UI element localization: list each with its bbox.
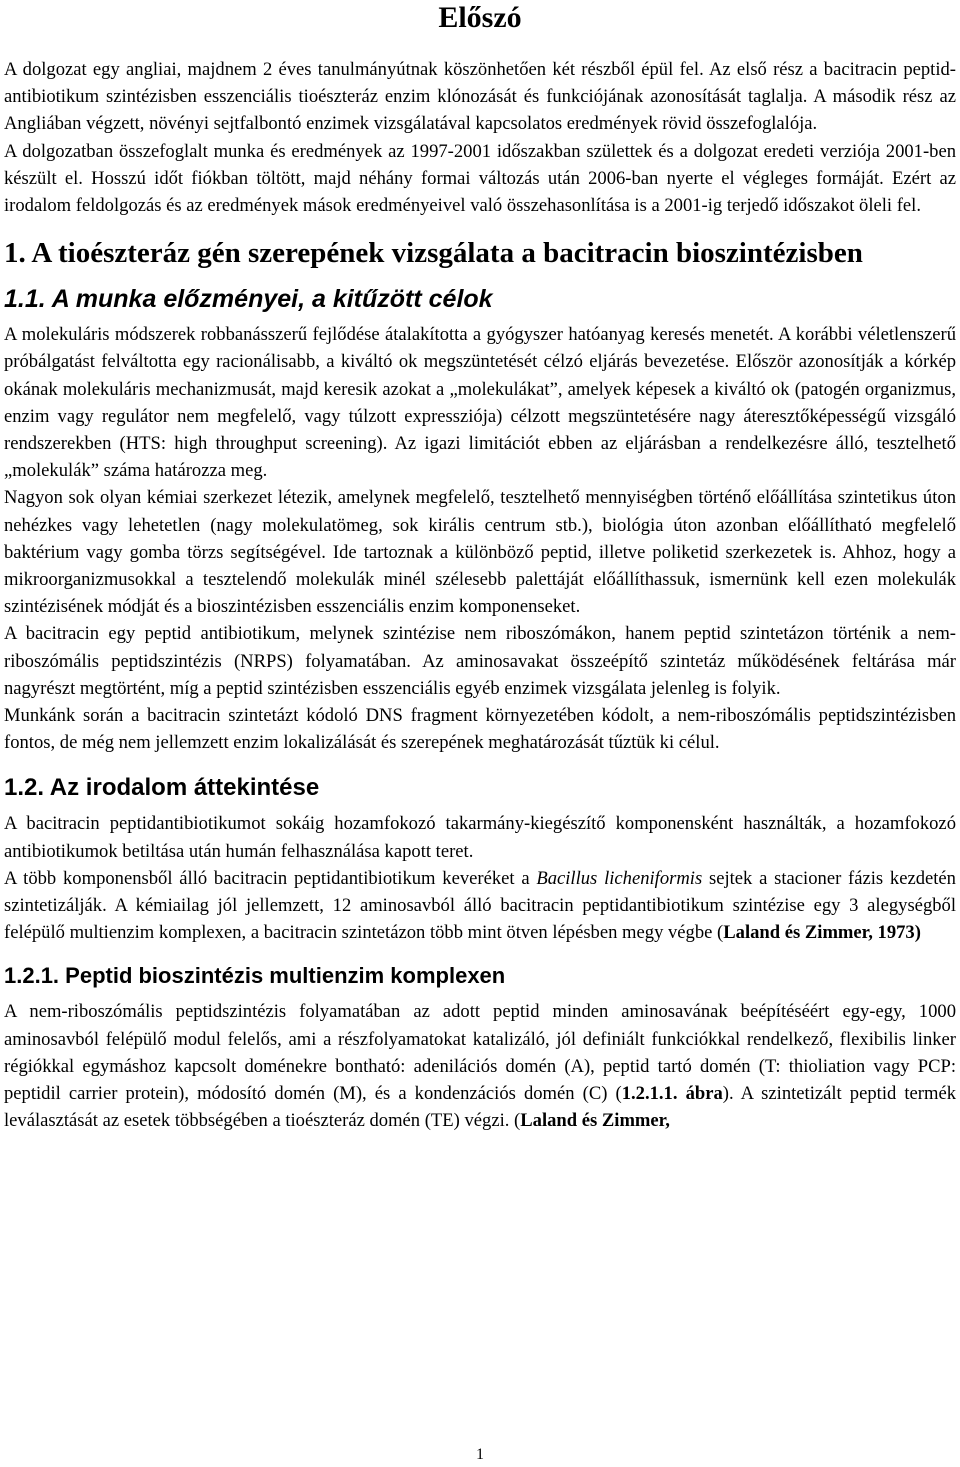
text-run: ). A szintetizált peptid termék leválasztását az esetek többségében a tioészteráz domén (TE) végzi. ( <box>4 1083 956 1132</box>
section-1-1-paragraph-4: Munkánk során a bacitracin szintetázt kódoló DNS fragment környezetében kódolt, a nem-riboszómális peptidszintézisben fontos, de még nem jellemzett enzim lokalizálását és szerepének meghatározását tűztük ki célul. <box>4 705 956 754</box>
section-1-1-paragraph-1: A molekuláris módszerek robbanásszerű fejlődése átalakította a gyógyszer hatóanyag keresés menetét. A korábbi véletlenszerű próbálgatást felváltotta egy racionálisabb, a kiváltó ok megszüntetését célzó eljárás bevezetése. Először azonosítják a kórkép okának molekuláris mechanizmusát, majd keresik azokat a „molekulákat”, amelyek képesek a kiváltó ok (patogén organizmus, enzim vagy regulátor nem megfelelő, vagy túlzott expressziója) célzott megszüntetésére nagy áteresztőképességű vizsgáló rendszerekben (HTS: high throughput screening). Az igazi limitációt ebben az eljárásban a rendelkezésre álló, tesztelhető „molekulák” száma határozza meg. <box>4 324 956 482</box>
section-1-2-paragraph-1: A bacitracin peptidantibiotikumot sokáig hozamfokozó takarmány-kiegészítő komponensként használták, a hozamfokozó antibiotikumok betiltása után humán felhasználása kapott teret. <box>4 813 956 862</box>
preface-paragraph-2: A dolgozatban összefoglalt munka és eredmények az 1997-2001 időszakban születtek és a dolgozat eredeti verziója 2001-ben készült el. Hosszú időt fiókban töltött, majd néhány formai változás után 2006-ban nyerte el végleges formáját. Ezért az irodalom feldolgozás és az eredmények mások eredményeivel való összehasonlítása is a 2001-ig terjedő időszakot öleli fel. <box>4 140 956 217</box>
section-1-1-title: 1.1. A munka előzményei, a kitűzött célok <box>4 285 493 314</box>
section-1-2-title: 1.2. Az irodalom áttekintése <box>4 774 320 802</box>
section-1-1-paragraph-3: A bacitracin egy peptid antibiotikum, melynek szintézise nem riboszómákon, hanem peptid szintetázon történik a nem-riboszómális peptidszintézis (NRPS) folyamatában. Az aminosavakat összeépítő szintetáz működésének feltárása már nagyrészt megtörtént, míg a peptid szintézisben esszenciális egyéb enzimek vizsgálata jelenleg is folyik. <box>4 623 956 699</box>
document-page <box>4 0 956 1135</box>
figure-reference: 1.2.1.1. ábra <box>621 1083 723 1105</box>
section-1-1-paragraph-2: Nagyon sok olyan kémiai szerkezet létezik, amelynek megfelelő, tesztelhető mennyiségben történő előállítása szintetikus úton nehézkes vagy lehetetlen (nagy molekulatömeg, sok királis centrum stb.), biológia úton azonban előállítható megfelelő baktérium vagy gomba törzs segítségével. Ide tartoznak a különböző peptid, illetve poliketid szerkezetek is. Ahhoz, hogy a mikroorganizmusokkal a tesztelendő molekulák minél szélesebb palettáját előállíthassuk, ismernünk kell ezen molekulák szintézisének módját és a bioszintézisben esszenciális enzim komponenseket. <box>4 487 956 618</box>
text-run: sejtek a stacioner fázis kezdetén szintetizálják. A kémiailag jól jellemzett, 12 aminosavból álló bacitracin peptidantibiotikum szintézise egy 3 alegységből felépülő multienzim komplexen, a bacitracin szintetázon több mint ötven lépésben megy végbe ( <box>4 867 956 944</box>
chapter-title: 1. A tioészteráz gén szerepének vizsgálata a bacitracin bioszintézisben <box>4 237 863 270</box>
text-run: A több komponensből álló bacitracin peptidantibiotikum keveréket a <box>4 867 537 889</box>
species-name: Bacillus licheniformis <box>536 867 703 889</box>
text-run: A nem-riboszómális peptidszintézis folyamatában az adott peptid minden aminosavának beépítéséért egy-egy, 1000 aminosavból felépülő modul felelős, ami a részfolyamatokat katalizáló, jól definiált funkciókkal rendelkező, flexibilis linker régiókkal egymáshoz kapcsolt doménekre bontható: adenilációs domén (A), peptid tartó domén (T: thioliation vagy PCP: peptidil carrier protein), módosító domén (M), és a kondenzációs domén (C) ( <box>4 1001 956 1105</box>
section-1-2-1-paragraph-1 <box>4 998 956 1134</box>
section-1-2-paragraph-2 <box>4 865 956 947</box>
page-number: 1 <box>476 1446 484 1463</box>
citation: Laland és Zimmer, <box>520 1110 670 1132</box>
section-1-2-1-title: 1.2.1. Peptid bioszintézis multienzim komplexen <box>4 963 506 989</box>
preface-paragraph-1: A dolgozat egy angliai, majdnem 2 éves tanulmányútnak köszönhetően két részből épül fel. Az első rész a bacitracin peptid-antibiotikum szintézisben esszenciális tioészteráz enzim klónozását és funkciójának azonosítását taglalja. A második rész az Angliában végzett, növényi sejtfalbontó enzimek vizsgálatával kapcsolatos eredmények rövid összefoglalója. <box>4 59 956 135</box>
preface-title: Előszó <box>438 1 522 34</box>
citation: Laland és Zimmer, 1973) <box>723 922 921 944</box>
